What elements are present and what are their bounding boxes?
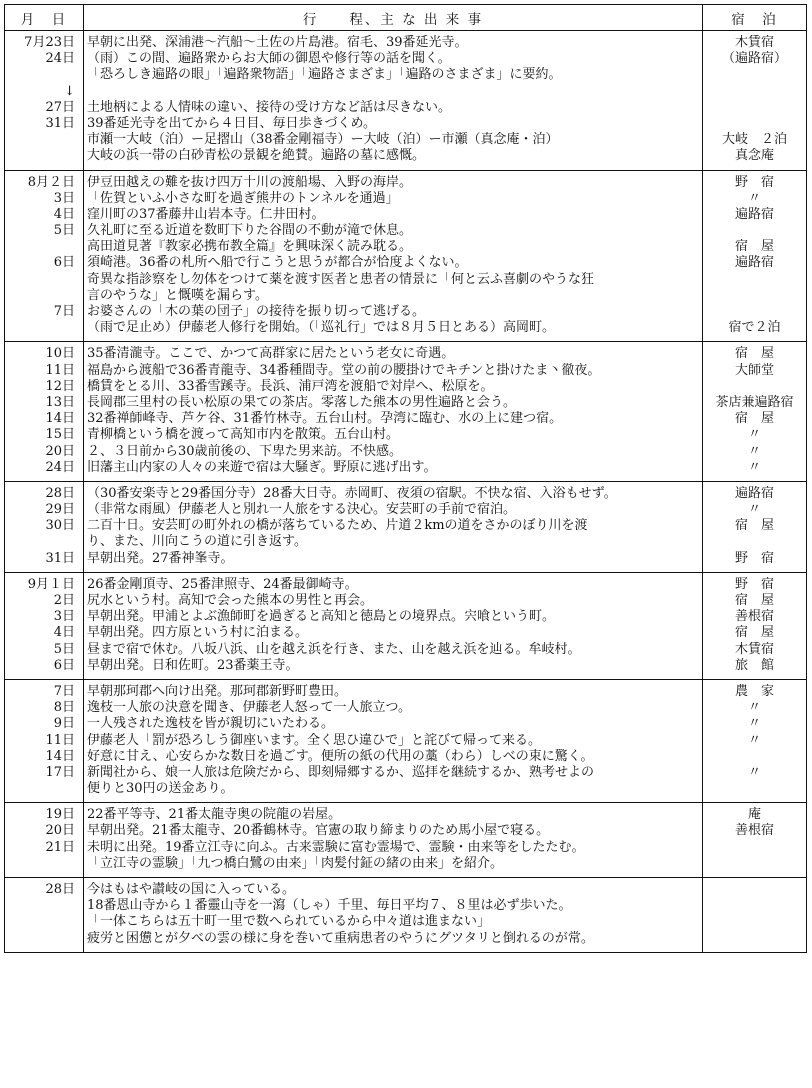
date-cell [5,342,84,482]
event-line: 奇異な指診察をし勿体をつけて薬を渡す医者と患者の情景に「何と云ふ喜劇のやうな狂 [87,271,595,287]
lodging-cell [703,679,807,802]
date-line: 20日 [45,823,75,839]
lodging-line: 遍路宿 [734,255,774,271]
date-line: 14日 [45,748,75,764]
lodging-line [703,304,806,320]
event-line: 長岡郡三里村の長い松原の果ての茶店。零落した熊本の男性遍路と会う。 [87,394,517,410]
lodging-line [703,840,806,856]
date-cell [5,679,84,802]
date-line: 20日 [45,443,75,459]
event-line: 旧藩主山内家の人々の来遊で宿は大騒ぎ。野原に逃げ出す。 [87,459,437,475]
lodging-line: 大師堂 [734,362,774,378]
lodging-line: 遍路宿 [734,206,774,222]
events-cell [84,803,703,878]
event-line: 新聞社から、娘一人旅は危険だから、即刻帰郷するか、巡拝を継続するか、熟考せよの [87,764,595,780]
event-line: 言のやうな」と慨嘆を漏らす。 [87,287,268,303]
events-cell [84,31,703,171]
date-line: 28日 [45,485,75,501]
event-line: 伊藤老人「罰が恐ろしう御座います。全く思ひ違ひで」と詫びて帰って来る。 [87,732,541,748]
lodging-line [703,856,806,872]
date-line: 15日 [45,427,75,443]
event-line: 早朝那珂郡へ向け出発。那珂郡新野町豊田。 [87,683,348,699]
event-line: 橋賃をとる川、33番雪蹊寺。長浜、浦戸湾を渡船で対岸へ、松原を。 [87,378,494,394]
lodging-line: 茶店兼遍路宿 [715,394,794,410]
event-line: （非常な雨風）伊藤老人と別れ一人旅をする決心。安芸町の手前で宿泊。 [87,502,517,518]
lodging-line [703,379,806,395]
lodging-cell [703,31,807,171]
lodging-line: 善根宿 [734,823,774,839]
date-cell [5,170,84,342]
lodging-line: 木賃宿 [734,35,774,50]
lodging-line: 〃 [747,502,761,518]
date-cell [5,878,84,953]
lodging-line [703,914,806,930]
event-line: 早朝に出発、深浦港〜汽船〜土佐の片島港。宿毛、39番延光寺。 [87,35,468,50]
group-row [5,481,807,572]
lodging-line: 宿 屋 [734,411,774,427]
lodging-line: 〃 [747,764,761,780]
date-line: 11日 [45,362,75,378]
event-line: 久礼町に至る近道を数町下りた谷間の不動が滝で休息。 [87,223,413,239]
lodging-line: 大岐 ２泊 [721,132,787,148]
header-events: 行 程、主 な 出 来 事 [84,5,703,31]
date-line: 5日 [53,223,75,239]
lodging-line: 善根宿 [734,609,774,625]
events-cell [84,170,703,342]
date-line: ↓ [64,83,75,99]
event-line: 須崎港。36番の札所へ船で行こうと思うが都合が恰度よくない。 [87,255,468,271]
date-line [5,132,83,148]
lodging-line: 遍路宿 [734,485,774,501]
event-line: 「恐ろしき遍路の眼」「遍路衆物語」「遍路さまざま」「遍路のさまざま」に要約。 [87,67,562,83]
lodging-line: 真念庵 [734,148,774,164]
date-line [5,148,83,164]
header-date: 月 日 [5,5,84,31]
events-cell [84,679,703,802]
event-line: 32番禅師峰寺、芦ケ谷、31番竹林寺。五台山村。孕湾に臨む、水の上に建つ宿。 [87,411,563,427]
lodging-cell [703,342,807,482]
events-cell [84,481,703,572]
date-line: 9日 [53,716,75,732]
lodging-line: 〃 [747,190,761,206]
lodging-line [703,84,806,100]
lodging-line: （遍路宿） [721,51,787,67]
lodging-line: 庵 [747,807,761,823]
event-line: 市瀬一大岐（泊）ー足摺山（38番金剛福寺）ー大岐（泊）ー市瀬（真念庵・泊） [87,132,559,148]
event-line: 福島から渡船で36番青龍寺、34番種間寺。堂の前の腰掛けでキチンと掛けたま丶徹夜。 [87,362,601,378]
date-cell [5,481,84,572]
lodging-line: 野 宿 [734,550,774,566]
lodging-cell [703,481,807,572]
lodging-cell [703,170,807,342]
event-line: 高田道見著『教家必携布教全篇』を興味深く読み耽る。 [87,239,413,255]
event-line: 一人残された逸枝を皆が親切にいたわる。 [87,716,335,732]
lodging-line: 木賃宿 [734,641,774,657]
date-line [5,931,83,947]
lodging-line [703,272,806,288]
event-line: 「一体こちらは五十町一里で数へられているから中々道は進まない」 [87,914,491,930]
itinerary-body [5,31,807,953]
date-line: 3日 [53,190,75,206]
event-line: 「佐賀といふ小さな町を過ぎ熊井のトンネルを通過」 [87,190,399,206]
event-line: 尻水という村。高知で会った熊本の男性と再会。 [87,593,374,608]
lodging-line: 〃 [747,443,761,459]
lodging-line [703,749,806,765]
group-row [5,342,807,482]
lodging-cell [703,572,807,679]
group-row [5,878,807,953]
lodging-line: 野 宿 [734,576,774,592]
date-line: 11日 [45,732,75,748]
date-line: 2日 [53,593,75,608]
date-cell [5,31,84,171]
date-line: 24日 [45,459,75,475]
event-line: 早朝出発。27番神峯寺。 [87,550,234,566]
date-line: 13日 [45,394,75,410]
date-line: 10日 [45,346,75,362]
lodging-line: 宿で２泊 [728,320,781,336]
date-line: 17日 [45,764,75,780]
event-line: 好意に甘え、心安らかな数日を過ごす。便所の紙の代用の藁（わら）しべの束に驚く。 [87,748,594,764]
event-line: り、また、川向こうの道に引き返す。 [87,534,307,550]
date-line [5,272,83,288]
date-line: 4日 [53,206,75,222]
date-line: 9月１日 [27,576,75,592]
lodging-line [703,534,806,550]
event-line: 「立江寺の霊験」「九つ橋白鷺の由来」「肉髪付鉦の緒の由来」を紹介。 [87,855,504,871]
lodging-line: 野 宿 [734,174,774,190]
event-line: 35番清瀧寺。ここで、かつて高群家に居たという老女に奇遇。 [87,346,455,362]
date-line [5,534,83,550]
lodging-line [703,288,806,304]
lodging-line [703,882,806,898]
lodging-cell [703,878,807,953]
lodging-line [703,781,806,797]
date-line: 5日 [53,641,75,657]
events-cell [84,572,703,679]
date-line: 29日 [45,502,75,518]
date-line: 6日 [53,657,75,673]
lodging-line: 宿 屋 [734,593,774,608]
event-line: 39番延光寺を出てから４日目、毎日歩きづくめ。 [87,115,377,131]
event-line: 逸枝一人旅の決意を聞き、伊藤老人怒って一人旅立つ。 [87,700,411,716]
date-line [5,67,83,83]
event-line: 二百十日。安芸町の町外れの橋が落ちているため、片道２kmの道をさかのぼり川を渡 [87,518,588,534]
lodging-cell [703,803,807,878]
date-line: 24日 [45,51,75,67]
date-line: 27日 [45,99,75,115]
date-line: 31日 [45,115,75,131]
date-line [5,288,83,304]
event-line: 窪川町の37番藤井山岩本寺。仁井田村。 [87,206,325,222]
date-line: 6日 [53,255,75,271]
lodging-line [703,67,806,83]
event-line: （雨）この間、遍路衆からお大師の御恩や修行等の話を聞く。 [87,51,451,67]
lodging-line [703,898,806,914]
event-line: 早朝出発。日和佐町。23番薬王寺。 [87,657,299,673]
event-line: ２、３日前から30歳前後の、下卑た男来訪。不快感。 [87,443,403,459]
event-line: （雨で足止め）伊藤老人修行を開始。（「巡礼行」では８月５日とある）高岡町。 [87,320,556,336]
event-line: 青柳橋という橋を渡って高知市内を散策。五台山村。 [87,427,400,443]
group-row [5,679,807,802]
date-line: 8月２日 [27,174,75,190]
date-line [5,898,83,914]
lodging-line: 〃 [747,716,761,732]
event-line: （30番安楽寺と29番国分寺）28番大日寺。赤岡町、夜須の宿駅。不快な宿、入浴もせず。 [87,485,617,501]
event-line: 今はもはや讃岐の国に入っている。 [87,882,296,897]
event-line: 伊豆田越えの難を抜け四万十川の渡船場、入野の海岸。 [87,174,413,190]
event-line: 早朝出発。四方原という村に泊まる。 [87,625,309,641]
date-line [5,239,83,255]
lodging-line: 宿 屋 [734,625,774,641]
date-line: 4日 [53,625,75,641]
lodging-line [703,223,806,239]
date-line: 3日 [53,609,75,625]
event-line: 昼まで宿で休む。八坂八浜、山を越え浜を行き、また、山を越え浜を辿る。牟岐村。 [87,641,581,657]
event-line: 26番金剛頂寺、25番津照寺、24番最御崎寺。 [87,576,358,592]
lodging-line [703,100,806,116]
group-row [5,31,807,171]
date-line [5,320,83,336]
event-line: 18番恩山寺から１番靈山寺を一瀉（しゃ）千里、毎日平均７、８里は必ず歩いた。 [87,898,572,914]
date-line: 7日 [53,304,75,319]
group-row [5,170,807,342]
date-line: 30日 [45,518,75,534]
date-line: 31日 [45,550,75,566]
event-line: 早朝出発。甲浦とよぶ漁師町を過ぎると高知と徳島との境界点。宍喰という町。 [87,609,556,625]
date-line: 7日 [53,683,75,699]
date-line: 19日 [45,807,75,823]
group-row [5,803,807,878]
date-line [5,856,83,872]
date-line: 21日 [45,839,75,855]
itinerary-table [4,4,807,953]
date-line: 7月23日 [24,35,75,50]
event-line: 早朝出発。21番太龍寺、20番鶴林寺。官憲の取り締まりのため馬小屋で寝る。 [87,823,550,839]
lodging-line [703,931,806,947]
lodging-line: 〃 [747,459,761,475]
date-line: 12日 [45,378,75,394]
lodging-line [703,116,806,132]
date-line [5,914,83,930]
date-line: 14日 [45,411,75,427]
lodging-line: 宿 屋 [734,518,774,534]
lodging-line: 旅 館 [734,657,774,673]
event-line: お婆さんの「木の葉の団子」の接待を振り切って逃げる。 [87,304,426,319]
date-line [5,781,83,797]
date-cell [5,572,84,679]
events-cell [84,878,703,953]
event-line: 大岐の浜一帯の白砂青松の景観を絶賛。遍路の墓に感慨。 [87,148,426,164]
events-cell [84,342,703,482]
lodging-line: 〃 [747,427,761,443]
event-line: 未明に出発。19番立江寺に向ふ。古来霊験に富む霊場で、霊験・由来等をしたたむ。 [87,839,585,855]
event-line: 22番平等寺、21番太龍寺奥の院龍の岩屋。 [87,807,342,823]
date-line: 28日 [45,882,75,897]
header-row [5,5,807,31]
event-line [84,84,702,100]
event-line: 便りと30円の送金あり。 [87,781,234,797]
date-line: 8日 [53,700,75,716]
lodging-line: 宿 屋 [734,346,774,362]
event-line: 土地柄による人情味の違い、接待の受け方など話は尽きない。 [87,99,452,115]
lodging-line: 〃 [747,700,761,716]
lodging-line: 宿 屋 [734,239,774,255]
group-row [5,572,807,679]
event-line: 疲労と困憊とが夕べの雲の様に身を巻いて重病患者のやうにグツタリと倒れるのが常。 [87,930,594,946]
lodging-line: 〃 [747,732,761,748]
header-lodging: 宿 泊 [703,5,807,31]
lodging-line: 農 家 [734,683,774,699]
date-cell [5,803,84,878]
